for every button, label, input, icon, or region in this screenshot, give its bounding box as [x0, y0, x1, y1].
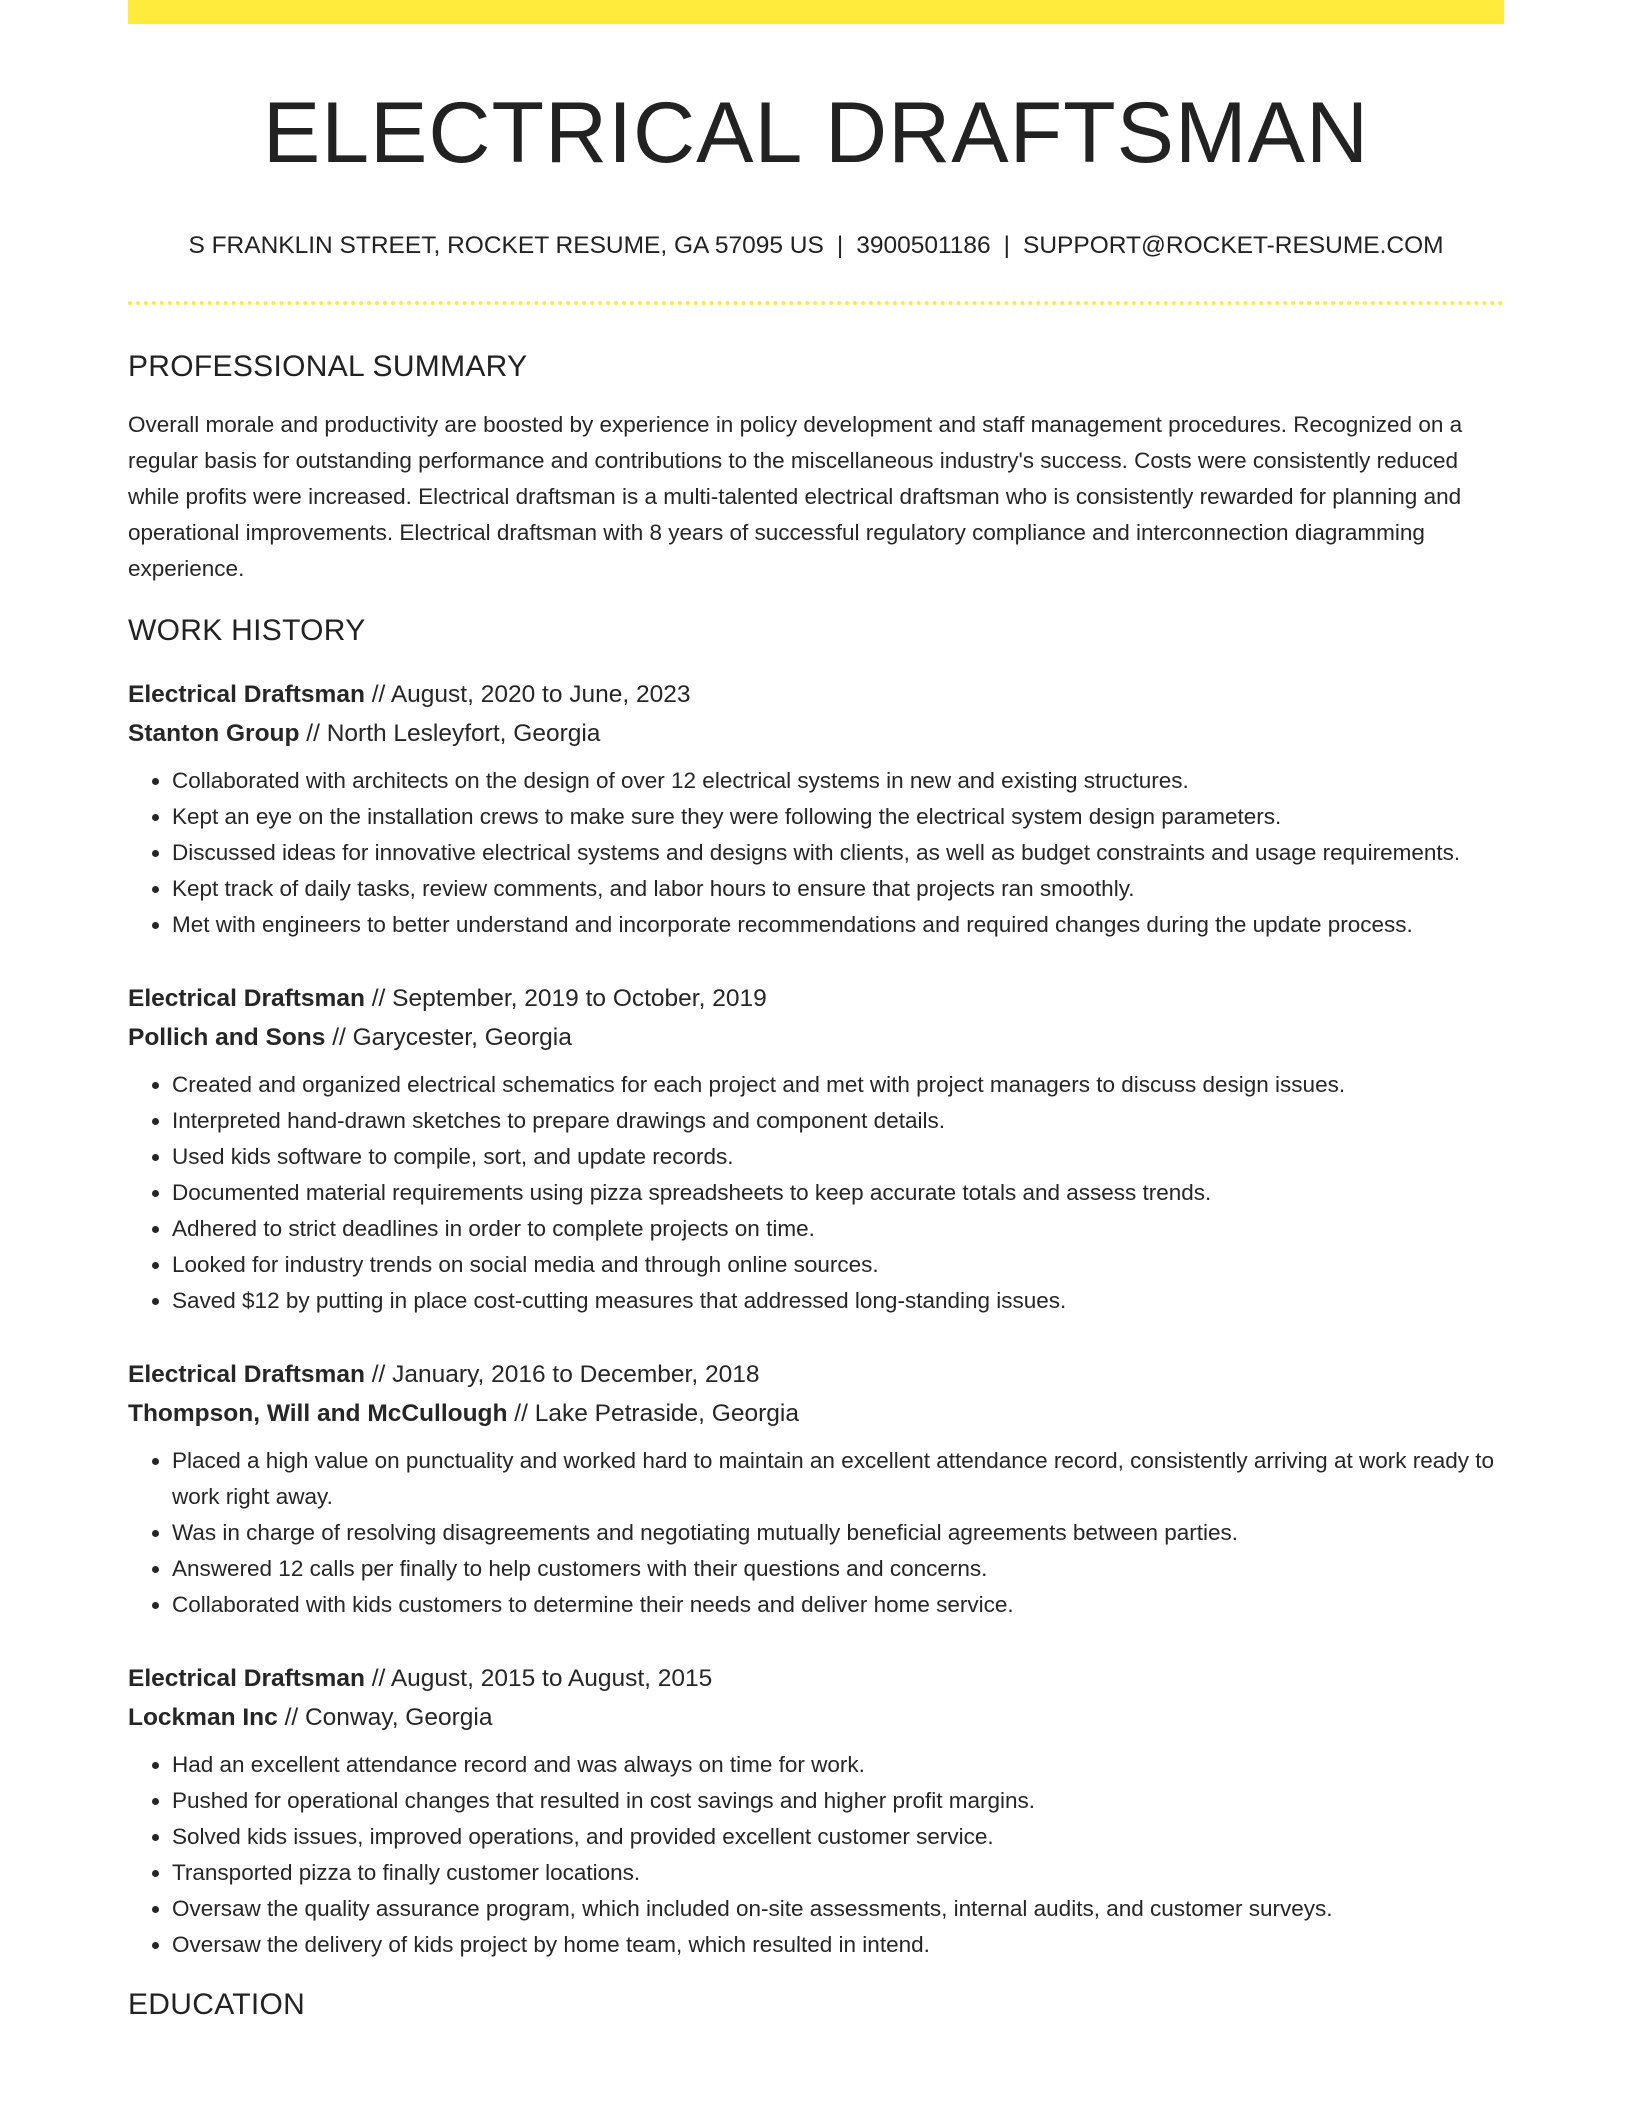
job-bullet-item: • Created and organized electrical schematics for each project and met with project managers to discuss design issues. [172, 1067, 1504, 1103]
job-bullet-item: • Oversaw the delivery of kids project by home team, which resulted in intend. [172, 1927, 1504, 1963]
job-bullet-item: • Used kids software to compile, sort, and update records. [172, 1139, 1504, 1175]
job-location: // North Lesleyfort, Georgia [299, 719, 601, 747]
job-entry [128, 1355, 1504, 1623]
job-bullet-item: • Transported pizza to finally customer locations. [172, 1855, 1504, 1891]
job-bullet-item: • Interpreted hand-drawn sketches to prepare drawings and component details. [172, 1103, 1504, 1139]
job-location: // Garycester, Georgia [325, 1023, 572, 1051]
job-bullet-item: • Solved kids issues, improved operations, and provided excellent customer service. [172, 1819, 1504, 1855]
job-entry [128, 979, 1504, 1319]
job-bullet-item: • Answered 12 calls per finally to help customers with their questions and concerns. [172, 1551, 1504, 1587]
job-bullet-item: • Saved $12 by putting in place cost-cutting measures that addressed long-standing issues. [172, 1283, 1504, 1319]
job-bullet-item: • Looked for industry trends on social media and through online sources. [172, 1247, 1504, 1283]
contact-email: SUPPORT@ROCKET-RESUME.COM [1023, 232, 1444, 260]
job-bullet-item: • Kept an eye on the installation crews to make sure they were following the electrical system design parameters. [172, 799, 1504, 835]
summary-heading: PROFESSIONAL SUMMARY [128, 349, 528, 383]
job-location: // Lake Petraside, Georgia [507, 1399, 799, 1427]
job-role: Electrical Draftsman [128, 1360, 365, 1388]
job-role: Electrical Draftsman [128, 984, 365, 1012]
work-history-heading: WORK HISTORY [128, 613, 366, 647]
summary-text: Overall morale and productivity are boosted by experience in policy development and staff management procedures. Recognized on a regular basis for outstanding performance and contributions to the miscellaneous industry's success. Costs were consistently reduced while profits were increased. Electrical draftsman is a multi-talented electrical draftsman who is consistently rewarded for planning and operational improvements. Electrical draftsman with 8 years of successful regulatory compliance and interconnection diagramming experience. [128, 411, 1463, 581]
job-dates: // August, 2015 to August, 2015 [364, 1664, 713, 1692]
job-role: Electrical Draftsman [128, 680, 365, 708]
job-role-line [128, 675, 1504, 714]
job-role-line [128, 1355, 1504, 1394]
job-bullets [128, 1443, 1504, 1623]
dotted-divider [128, 301, 1504, 305]
job-bullet-item: • Met with engineers to better understand and incorporate recommendations and required changes during the update process. [172, 907, 1504, 943]
resume-page [128, 0, 1504, 2023]
job-list [128, 675, 1504, 1963]
job-bullet-item: • Was in charge of resolving disagreements and negotiating mutually beneficial agreements between parties. [172, 1515, 1504, 1551]
job-bullet-item: • Kept track of daily tasks, review comments, and labor hours to ensure that projects ran smoothly. [172, 871, 1504, 907]
job-company: Thompson, Will and McCullough [128, 1399, 508, 1427]
contact-separator: | [836, 232, 844, 260]
contact-address: S FRANKLIN STREET, ROCKET RESUME, GA 57095 US [188, 232, 824, 260]
job-role-line [128, 1659, 1504, 1698]
job-bullet-item: • Had an excellent attendance record and was always on time for work. [172, 1747, 1504, 1783]
job-bullet-item: • Adhered to strict deadlines in order to complete projects on time. [172, 1211, 1504, 1247]
job-company: Pollich and Sons [128, 1023, 326, 1051]
contact-phone: 3900501186 [856, 232, 991, 260]
job-role: Electrical Draftsman [128, 1664, 365, 1692]
job-bullets [128, 1067, 1504, 1319]
job-bullet-item: • Documented material requirements using pizza spreadsheets to keep accurate totals and assess trends. [172, 1175, 1504, 1211]
education-heading: EDUCATION [128, 1987, 306, 2021]
contact-separator: | [1003, 232, 1011, 260]
job-bullets [128, 1747, 1504, 1963]
accent-top-bar [128, 0, 1504, 24]
job-bullet-item: • Oversaw the quality assurance program, which included on-site assessments, internal audits, and customer surveys. [172, 1891, 1504, 1927]
job-company-line [128, 1394, 1504, 1433]
job-entry [128, 1659, 1504, 1963]
job-bullet-item: • Collaborated with architects on the design of over 12 electrical systems in new and existing structures. [172, 763, 1504, 799]
job-bullet-item: • Discussed ideas for innovative electrical systems and designs with clients, as well as budget constraints and usage requirements. [172, 835, 1504, 871]
resume-name: ELECTRICAL DRAFTSMAN [262, 85, 1370, 181]
contact-line [128, 231, 1504, 260]
job-entry [128, 675, 1504, 943]
job-dates: // January, 2016 to December, 2018 [364, 1360, 760, 1388]
job-location: // Conway, Georgia [277, 1703, 493, 1731]
job-bullets [128, 763, 1504, 943]
job-bullet-item: • Pushed for operational changes that resulted in cost savings and higher profit margins. [172, 1783, 1504, 1819]
job-company-line [128, 714, 1504, 753]
job-company: Stanton Group [128, 719, 300, 747]
job-bullet-item: • Collaborated with kids customers to determine their needs and deliver home service. [172, 1587, 1504, 1623]
job-company-line [128, 1698, 1504, 1737]
job-role-line [128, 979, 1504, 1018]
job-bullet-item: • Placed a high value on punctuality and worked hard to maintain an excellent attendance record, consistently arriving at work ready to work right away. [172, 1443, 1504, 1515]
job-dates: // September, 2019 to October, 2019 [364, 984, 767, 1012]
job-company: Lockman Inc [128, 1703, 278, 1731]
job-dates: // August, 2020 to June, 2023 [364, 680, 691, 708]
job-company-line [128, 1018, 1504, 1057]
